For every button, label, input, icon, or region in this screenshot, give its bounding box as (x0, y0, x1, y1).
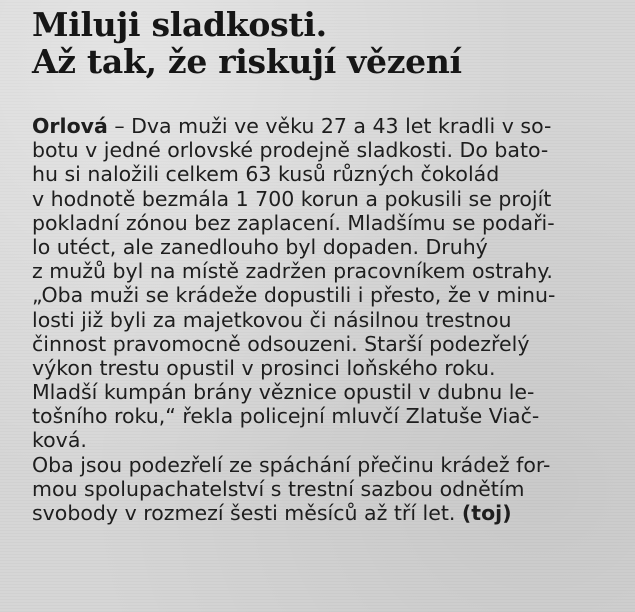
article-line: botu v jedné orlovské prodejně sladkosti. Do bato- (32, 138, 549, 163)
article-body (32, 114, 625, 525)
article-line: tošního roku,“ řekla policejní mluvčí Zlatuše Viač- (32, 404, 540, 429)
article-line: pokladní zónou bez zaplacení. Mladšímu se podaři- (32, 210, 555, 235)
article-line: Oba jsou podezřelí ze spáchání přečinu krádež for- (32, 452, 551, 477)
article-line: hu si naložili celkem 63 kusů různých čokolád (32, 162, 500, 187)
article-line-text: – Dva muži ve věku 27 a 43 let kradli v so- (107, 114, 552, 138)
article-line: ková. (32, 428, 87, 453)
article-line (32, 114, 625, 138)
article-line-text: svobody v rozmezí šesti měsíců až tří let. (32, 501, 462, 525)
headline-line-1: Miluji sladkosti. (32, 5, 327, 44)
article-line: v hodnotě bezmála 1 700 korun a pokusili se projít (32, 186, 552, 211)
article-line: činnost pravomocně odsouzeni. Starší podezřelý (32, 331, 530, 356)
article-line: lo utéct, ale zanedlouho byl dopaden. Druhý (32, 234, 488, 259)
article-line: z mužů byl na místě zadržen pracovníkem ostrahy. (32, 259, 553, 284)
headline-line-2: Až tak, že riskují vězení (32, 42, 462, 81)
article-line (32, 501, 625, 525)
article-line: „Oba muži se krádeže dopustili i přesto, že v minu- (32, 283, 556, 308)
byline: (toj) (461, 501, 512, 525)
article-line: mou spolupachatelství s trestní sazbou odnětím (32, 476, 525, 501)
article-line: výkon trestu opustil v prosinci loňského roku. (32, 355, 496, 380)
article-line: losti již byli za majetkovou či násilnou trestnou (32, 307, 512, 332)
headline (32, 6, 625, 80)
article-line: Mladší kumpán brány věznice opustil v dubnu le- (32, 380, 535, 405)
dateline: Orlová (32, 114, 108, 138)
